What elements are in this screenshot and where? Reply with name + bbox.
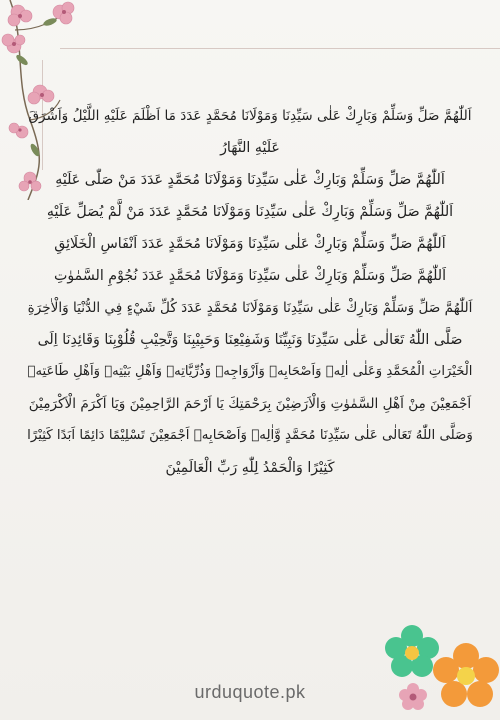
prayer-line-5: اَللّٰهُمَّ صَلِّ وَسَلِّمْ وَبَارِكْ عَلٰى سَيِّدِنَا وَمَوْلَانَا مُحَمَّدٍ عَدَدَ اَنْفَاسِ الْخَلَائِقِ (54, 236, 446, 252)
orange-flower-icon (430, 640, 500, 720)
frame-top-line (60, 48, 500, 49)
prayer-line-12: كَثِيْرًا وَالْحَمْدُ لِلّٰهِ رَبِّ الْعَالَمِيْنَ (165, 460, 335, 476)
prayer-line-7: اَللّٰهُمَّ صَلِّ وَسَلِّمْ وَبَارِكْ عَلٰى سَيِّدِنَا وَمَوْلَانَا مُحَمَّدٍ عَدَدَ كُلِّ شَيْءٍ فِي الدُّنْيَا وَالْاٰخِرَةِ (27, 300, 473, 316)
prayer-line-11: وَصَلَّى اللّٰهُ تَعَالٰى عَلٰى سَيِّدِنَا مُحَمَّدٍ وَّاٰلِهٖ وَاَصْحَابِهٖ اَجْمَعِيْنَ تَسْلِيْمًا دَائِمًا اَبَدًا كَثِيْرًا (27, 428, 473, 443)
prayer-line-1: اَللّٰهُمَّ صَلِّ وَسَلِّمْ وَبَارِكْ عَلٰى سَيِّدِنَا وَمَوْلَانَا مُحَمَّدٍ عَدَدَ مَا اَظْلَمَ عَلَيْهِ اللَّيْلُ وَاَشْرَقَ (28, 108, 472, 124)
prayer-line-2: عَلَيْهِ النَّهَارُ (220, 140, 280, 156)
prayer-line-3: اَللّٰهُمَّ صَلِّ وَسَلِّمْ وَبَارِكْ عَلٰى سَيِّدِنَا وَمَوْلَانَا مُحَمَّدٍ عَدَدَ مَنْ صَلّٰى عَلَيْهِ (55, 172, 445, 188)
prayer-line-8: صَلَّى اللّٰهُ تَعَالٰى عَلٰى سَيِّدِنَا وَنَبِيِّنَا وَشَفِيْعِنَا وَحَبِيْبِنَا وَتَّحِيْبِ قُلُوْبِنَا وَقَائِدِنَا اِلَى (37, 332, 463, 348)
prayer-line-9: الْخَيْرَاتِ الْمُحَمَّدِ وَعَلٰى اٰلِهٖ وَاَصْحَابِهٖ وَاَزْوَاجِهٖ وَذُرِّيَّاتِهٖ وَاَهْلِ بَيْتِهٖ وَاَهْلِ طَاعَتِهٖ (27, 364, 473, 379)
prayer-line-10: اَجْمَعِيْنَ مِنْ اَهْلِ السَّمٰوٰتِ وَالْاَرَضِيْنَ بِرَحْمَتِكَ يَا اَرْحَمَ الرَّاحِمِيْنَ وَيَا اَكْرَمَ الْاَكْرَمِيْنَ (28, 396, 472, 412)
prayer-line-6: اَللّٰهُمَّ صَلِّ وَسَلِّمْ وَبَارِكْ عَلٰى سَيِّدِنَا وَمَوْلَانَا مُحَمَّدٍ عَدَدَ نُجُوْمِ السَّمٰوٰتِ (53, 268, 447, 284)
prayer-line-4: اَللّٰهُمَّ صَلِّ وَسَلِّمْ وَبَارِكْ عَلٰى سَيِّدِنَا وَمَوْلَانَا مُحَمَّدٍ عَدَدَ مَنْ لَّمْ يُصَلِّ عَلَيْهِ (46, 204, 454, 220)
site-watermark: urduquote.pk (194, 682, 306, 702)
prayer-text (26, 100, 474, 484)
